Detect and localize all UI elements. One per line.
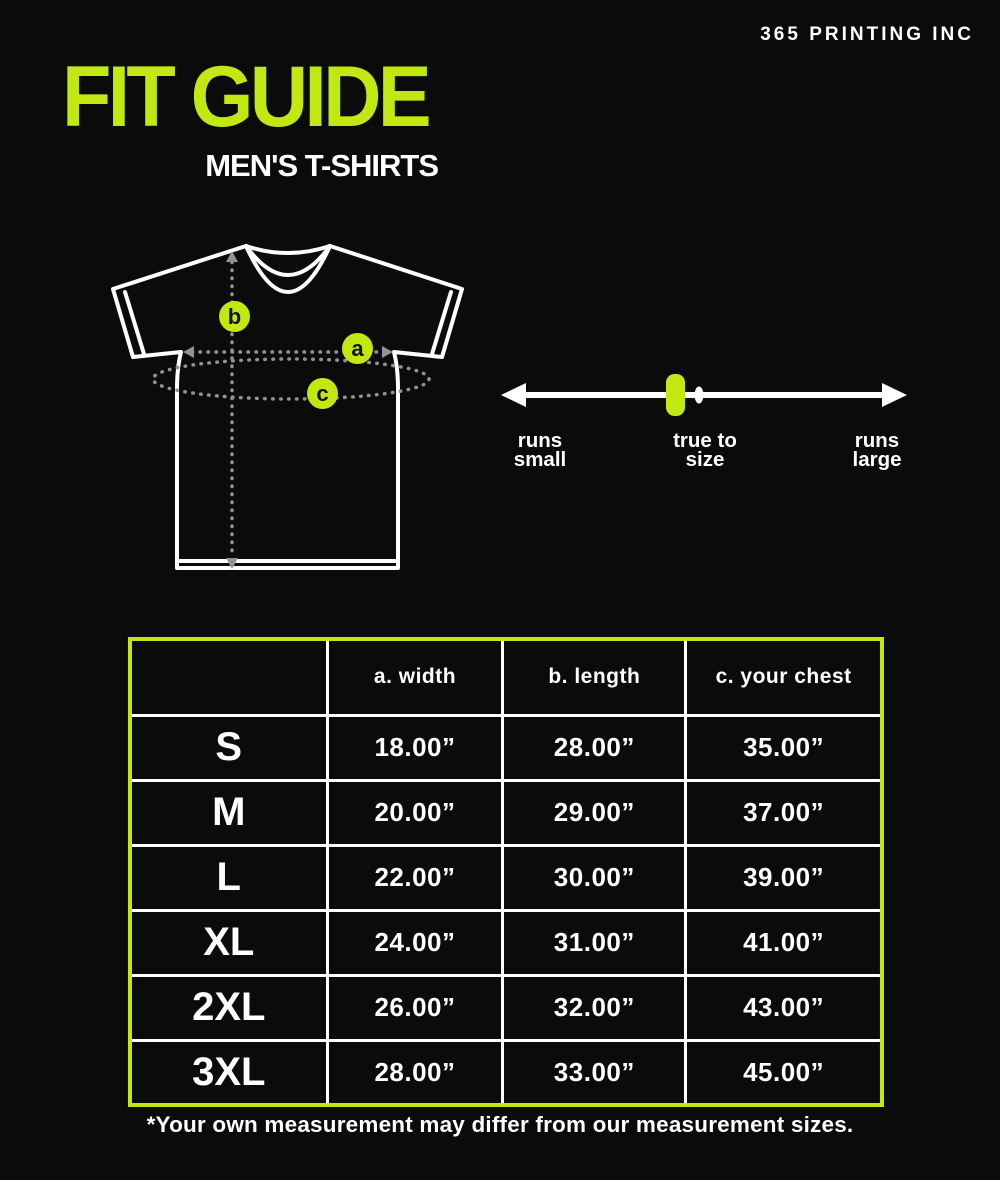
header-length: b. length (503, 639, 686, 715)
width-value: 18.00” (327, 715, 503, 780)
table-row (130, 780, 882, 845)
scale-label-runs-large (852, 429, 902, 471)
size-label: L (130, 845, 327, 910)
length-value: 28.00” (503, 715, 686, 780)
chest-marker-badge: c (307, 378, 338, 409)
length-value: 33.00” (503, 1040, 686, 1105)
chest-value: 41.00” (686, 910, 882, 975)
header-width: a. width (327, 639, 503, 715)
chest-value: 39.00” (686, 845, 882, 910)
width-value: 26.00” (327, 975, 503, 1040)
page-header (62, 49, 438, 184)
footnote: *Your own measurement may differ from our measurement sizes. (146, 1112, 854, 1137)
scale-pointer (666, 374, 685, 416)
page-title: FIT GUIDE (62, 49, 428, 145)
width-value: 22.00” (327, 845, 503, 910)
size-label: 2XL (130, 975, 327, 1040)
chest-value: 43.00” (686, 975, 882, 1040)
fit-scale (498, 372, 910, 482)
scale-label-line: large (852, 447, 902, 471)
fit-scale-svg (498, 372, 910, 420)
tshirt-silhouette (113, 246, 462, 568)
table-row (130, 715, 882, 780)
size-label: XL (130, 910, 327, 975)
length-value: 30.00” (503, 845, 686, 910)
length-value: 32.00” (503, 975, 686, 1040)
scale-arrow-right (882, 383, 907, 407)
width-arrow-right (382, 346, 393, 358)
scale-label-line: runs (517, 429, 563, 452)
table-header-row (130, 639, 882, 715)
chest-value: 37.00” (686, 780, 882, 845)
size-label: S (130, 715, 327, 780)
length-value: 31.00” (503, 910, 686, 975)
size-label: M (130, 780, 327, 845)
scale-arrow-left (501, 383, 526, 407)
page-subtitle: MEN'S T-SHIRTS (205, 148, 438, 183)
right-cuff-line (432, 292, 451, 354)
table-row (130, 975, 882, 1040)
table-row (130, 845, 882, 910)
scale-label-line: true to (673, 429, 737, 452)
scale-label-runs-small (513, 429, 567, 471)
width-value: 24.00” (327, 910, 503, 975)
header-size (130, 639, 327, 715)
header-chest: c. your chest (686, 639, 882, 715)
table-row (130, 910, 882, 975)
scale-label-line: runs (854, 429, 900, 452)
width-marker-badge: a (342, 333, 373, 364)
chest-value: 35.00” (686, 715, 882, 780)
scale-tick-dot (695, 387, 704, 404)
length-value: 29.00” (503, 780, 686, 845)
tshirt-diagram (100, 230, 500, 590)
size-label: 3XL (130, 1040, 327, 1105)
table-row (130, 1040, 882, 1105)
width-value: 20.00” (327, 780, 503, 845)
chest-value: 45.00” (686, 1040, 882, 1105)
chest-measure-ellipse (153, 359, 429, 399)
brand-name: 365 PRINTING INC (760, 24, 974, 45)
width-value: 28.00” (327, 1040, 503, 1105)
width-arrow-left (183, 346, 194, 358)
tshirt-outline-svg (100, 230, 500, 590)
size-table (128, 637, 884, 1107)
length-marker-badge: b (219, 301, 250, 332)
scale-label-true-to-size (673, 429, 737, 471)
scale-label-line: size (685, 447, 725, 471)
scale-label-line: small (513, 447, 567, 471)
